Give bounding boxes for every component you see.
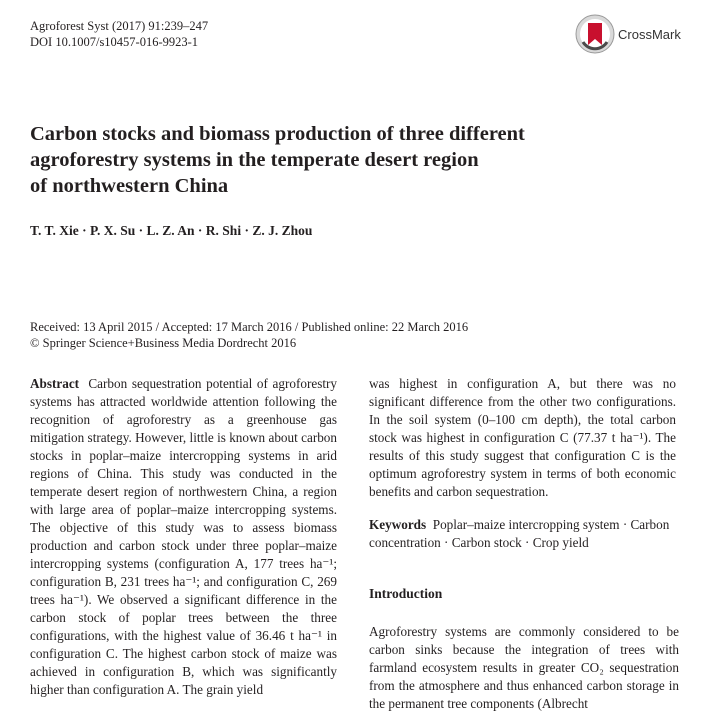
introduction-text: Agroforestry systems are commonly considered to be carbon sinks because the integration of trees with farmland ecosystem results in greater CO₂ sequestration from the atmosphere and thus enhanced carbon storage in the permanent tree components (Albrecht: [369, 624, 679, 711]
keywords-text: Poplar–maize intercropping system · Carbon concentration · Carbon stock · Crop yield: [369, 517, 670, 550]
section-heading-introduction: Introduction: [369, 586, 443, 601]
crossmark-icon: [575, 14, 615, 54]
copyright-notice: © Springer Science+Business Media Dordrecht 2016: [30, 336, 297, 350]
author-list: T. T. Xie · P. X. Su · L. Z. An · R. Shi · Z. J. Zhou: [30, 223, 313, 238]
title-line: Carbon stocks and biomass production of three different: [30, 123, 525, 145]
abstract-continued: was highest in configuration A, but there was no significant difference from the other two configurations. In the soil system (0–100 cm depth), the total carbon stock was highest in configuration C (77.37 t ha⁻¹). The results of this study suggest that configuration C is the optimum agroforestry system in terms of both economic benefits and carbon sequestration.: [369, 376, 676, 499]
abstract-text: Carbon sequestration potential of agroforestry systems has attracted worldwide attention following the recognition of agroforestry as a greenhouse gas mitigation strategy. However, little is known about carbon stocks in poplar–maize intercropping systems in arid regions of China. This study was conducted in the temperate desert region of northwestern China, a region with large area of poplar–maize intercropping systems. The objective of this study was to assess biomass production and carbon stock under three poplar–maize intercropping systems (configuration A, 177 trees ha⁻¹; configuration B, 231 trees ha⁻¹; and configuration C, 269 trees ha⁻¹). We observed a significant difference in the carbon stock of poplar trees between the three configurations, with the highest value of 36.46 t ha⁻¹ in configuration C. The highest carbon stock of maize was achieved in configuration B, which was significantly higher than configuration A. The grain yield: [30, 376, 337, 697]
abstract-column-left: [30, 375, 337, 699]
doi-link[interactable]: DOI 10.1007/s10457-016-9923-1: [30, 35, 199, 49]
journal-citation: Agroforest Syst (2017) 91:239–247: [30, 19, 209, 33]
keywords-block: [369, 516, 679, 552]
title-line: agroforestry systems in the temperate desert region: [30, 149, 479, 171]
title-line: of northwestern China: [30, 175, 229, 197]
history-dates: Received: 13 April 2015 / Accepted: 17 March 2016 / Published online: 22 March 2016: [30, 320, 469, 334]
abstract-column-right: [369, 375, 676, 501]
article-title: [30, 121, 670, 199]
journal-header: [30, 18, 208, 50]
crossmark-label: CrossMark: [618, 26, 681, 42]
keywords-label: Keywords: [369, 517, 427, 532]
abstract-paragraph: [30, 375, 337, 699]
crossmark-button[interactable]: [575, 14, 681, 54]
abstract-label: Abstract: [30, 376, 80, 391]
publication-dates: [30, 319, 468, 351]
